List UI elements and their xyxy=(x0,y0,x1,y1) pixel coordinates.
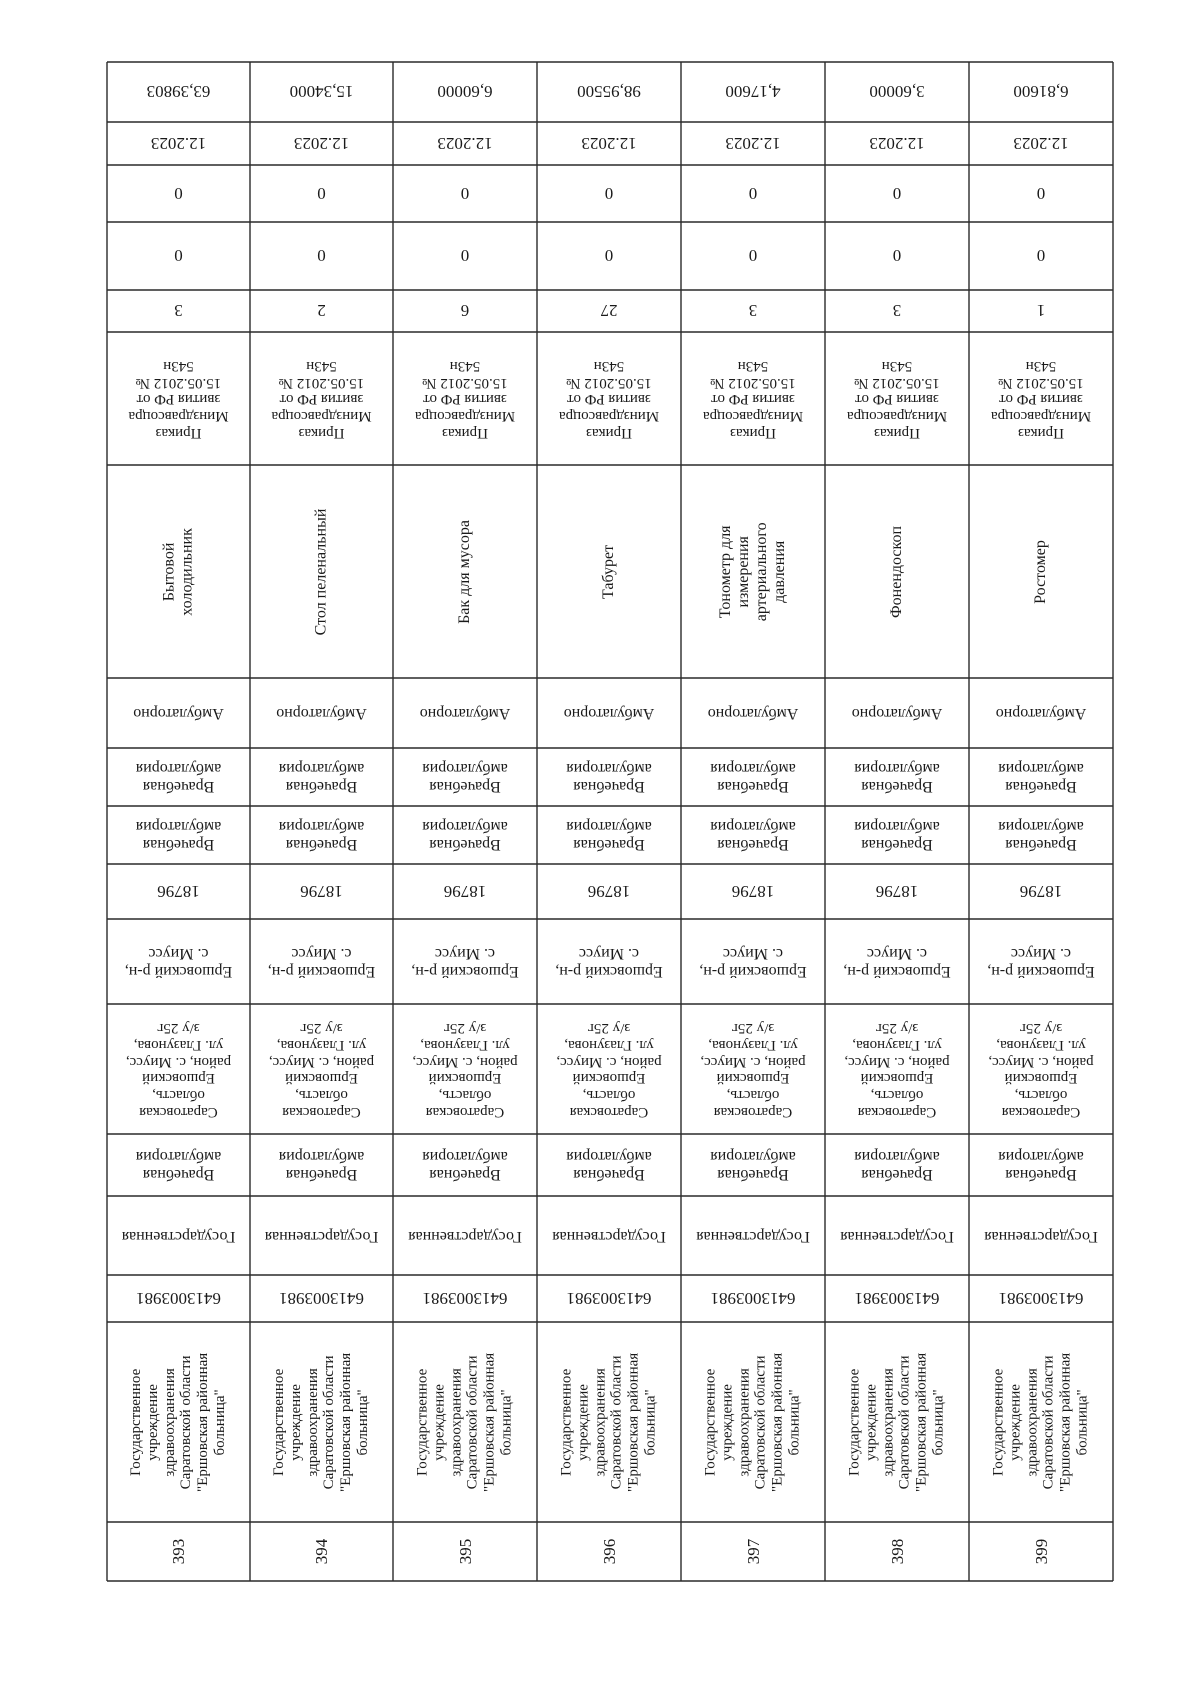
unit-kind: Врачебная амбулатория xyxy=(566,818,652,853)
organization-name-cell xyxy=(393,1322,537,1522)
zero-value-b: 0 xyxy=(892,246,902,266)
unit-type-cell xyxy=(107,748,250,806)
unit-kind: Врачебная амбулатория xyxy=(998,818,1084,853)
price-value: 6,81600 xyxy=(1013,82,1069,102)
unit-kind: Врачебная амбулатория xyxy=(854,818,940,853)
zero-value-b: 0 xyxy=(1036,246,1046,266)
order-reference-cell xyxy=(969,332,1113,465)
subunit-name-cell xyxy=(393,1134,537,1196)
unit-kind-cell xyxy=(681,806,825,864)
order-reference: Приказ Минздравсоцра звития РФ от 15.05.2012 № 543н xyxy=(128,357,229,441)
period-value: 12.2023 xyxy=(293,134,350,154)
subunit-name: Врачебная амбулатория xyxy=(566,1148,652,1183)
price-value: 6,60000 xyxy=(437,82,493,102)
settlement-cell xyxy=(537,919,681,1004)
organization-name-cell xyxy=(825,1322,969,1522)
price-value: 4,17600 xyxy=(725,82,781,102)
equipment-name-cell xyxy=(107,465,250,678)
equipment-name: Фонендоскоп xyxy=(888,525,906,618)
quantity-value: 1 xyxy=(1036,301,1046,321)
settlement: Ершовский р-н, с. Миусс xyxy=(843,944,951,980)
ownership-form: Государственная xyxy=(696,1227,810,1245)
inn-value: 6413003981 xyxy=(566,1289,652,1309)
zero-value-b-cell xyxy=(250,222,393,290)
subunit-name: Врачебная амбулатория xyxy=(710,1148,796,1183)
order-reference: Приказ Минздравсоцра звития РФ от 15.05.2012 № 543н xyxy=(414,357,516,441)
inn-value: 6413003981 xyxy=(136,1289,221,1309)
inn-value: 6413003981 xyxy=(422,1289,508,1309)
settlement-cell xyxy=(681,919,825,1004)
oktmo-code-cell xyxy=(825,864,969,919)
row-number: 393 xyxy=(168,1538,188,1565)
price-value-cell xyxy=(537,62,681,122)
oktmo-code: 18796 xyxy=(443,882,487,902)
ownership-form-cell xyxy=(107,1196,250,1275)
care-form-cell xyxy=(825,678,969,748)
order-reference: Приказ Минздравсоцра звития РФ от 15.05.2012 № 543н xyxy=(846,357,948,441)
address: Саратовская область, Ершовский район, с. Миусс, ул. Глазунова, з/у 25г xyxy=(125,1019,232,1120)
unit-type: Врачебная амбулатория xyxy=(854,760,940,795)
ownership-form-cell xyxy=(825,1196,969,1275)
price-value-cell xyxy=(681,62,825,122)
row-number-cell xyxy=(393,1522,537,1581)
organization-name: Государственное учреждение здравоохранения Саратовской области "Ершовская районная больница" xyxy=(990,1352,1091,1492)
equipment-name-cell xyxy=(681,465,825,678)
order-reference-cell xyxy=(393,332,537,465)
settlement: Ершовский р-н, с. Миусс xyxy=(987,944,1095,980)
order-reference-cell xyxy=(250,332,393,465)
quantity-value-cell xyxy=(969,290,1113,332)
price-value: 15,34000 xyxy=(289,82,354,102)
period-value: 12.2023 xyxy=(150,134,207,154)
quantity-value-cell xyxy=(107,290,250,332)
unit-kind: Врачебная амбулатория xyxy=(135,818,222,853)
quantity-value: 3 xyxy=(748,301,758,321)
unit-kind-cell xyxy=(250,806,393,864)
price-value: 98,95500 xyxy=(577,82,641,102)
inn-value-cell xyxy=(825,1275,969,1322)
price-value-cell xyxy=(107,62,250,122)
zero-value-b: 0 xyxy=(460,246,470,266)
unit-type: Врачебная амбулатория xyxy=(278,760,365,795)
quantity-value: 27 xyxy=(600,301,618,321)
care-form-cell xyxy=(969,678,1113,748)
row-number-cell xyxy=(681,1522,825,1581)
organization-name: Государственное учреждение здравоохранения Саратовской области "Ершовская районная больница" xyxy=(846,1352,947,1492)
unit-type-cell xyxy=(825,748,969,806)
care-form-cell xyxy=(393,678,537,748)
unit-kind: Врачебная амбулатория xyxy=(710,818,796,853)
address-cell xyxy=(969,1004,1113,1134)
address-cell xyxy=(107,1004,250,1134)
oktmo-code-cell xyxy=(393,864,537,919)
ownership-form: Государственная xyxy=(840,1227,954,1245)
subunit-name: Врачебная амбулатория xyxy=(422,1148,508,1183)
ownership-form-cell xyxy=(250,1196,393,1275)
settlement: Ершовский р-н, с. Миусс xyxy=(411,944,519,980)
unit-type-cell xyxy=(681,748,825,806)
price-value-cell xyxy=(250,62,393,122)
organization-name: Государственное учреждение здравоохранения Саратовской области "Ершовская районная больница" xyxy=(558,1352,659,1492)
care-form: Амбулаторно xyxy=(563,704,655,722)
inn-value: 6413003981 xyxy=(854,1289,940,1309)
address: Саратовская область, Ершовский район, с. Миусс, ул. Глазунова, з/у 25г xyxy=(268,1019,375,1120)
period-value: 12.2023 xyxy=(581,134,637,154)
zero-value-a-cell xyxy=(107,165,250,222)
inn-value: 6413003981 xyxy=(279,1289,364,1309)
zero-value-b-cell xyxy=(825,222,969,290)
ownership-form-cell xyxy=(681,1196,825,1275)
row-number: 396 xyxy=(599,1538,619,1565)
oktmo-code-cell xyxy=(681,864,825,919)
zero-value-b-cell xyxy=(107,222,250,290)
zero-value-a-cell xyxy=(969,165,1113,222)
unit-type-cell xyxy=(969,748,1113,806)
zero-value-b: 0 xyxy=(174,246,183,266)
order-reference-cell xyxy=(681,332,825,465)
care-form-cell xyxy=(681,678,825,748)
unit-type-cell xyxy=(393,748,537,806)
equipment-name: Бак для мусора xyxy=(456,519,474,624)
inn-value-cell xyxy=(969,1275,1113,1322)
row-number: 398 xyxy=(887,1538,907,1565)
care-form: Амбулаторно xyxy=(707,704,799,722)
quantity-value: 3 xyxy=(174,301,183,321)
quantity-value-cell xyxy=(537,290,681,332)
unit-kind-cell xyxy=(393,806,537,864)
care-form: Амбулаторно xyxy=(419,704,511,722)
organization-name: Государственное учреждение здравоохранения Саратовской области "Ершовская районная больница" xyxy=(271,1352,372,1492)
equipment-name: Тонометр для измерения артериального давления xyxy=(717,522,788,621)
zero-value-a: 0 xyxy=(604,183,614,203)
care-form: Амбулаторно xyxy=(851,704,943,722)
zero-value-b: 0 xyxy=(317,246,326,266)
unit-type: Врачебная амбулатория xyxy=(998,760,1084,795)
quantity-value: 2 xyxy=(317,301,326,321)
subunit-name-cell xyxy=(825,1134,969,1196)
period-value: 12.2023 xyxy=(1013,134,1069,154)
equipment-name-cell xyxy=(393,465,537,678)
ownership-form: Государственная xyxy=(408,1227,522,1245)
subunit-name-cell xyxy=(681,1134,825,1196)
oktmo-code: 18796 xyxy=(300,882,343,902)
quantity-value: 3 xyxy=(892,301,902,321)
organization-name: Государственное учреждение здравоохранения Саратовской области "Ершовская районная больница" xyxy=(702,1352,803,1492)
price-value-cell xyxy=(969,62,1113,122)
zero-value-b: 0 xyxy=(748,246,758,266)
unit-kind: Врачебная амбулатория xyxy=(422,818,508,853)
zero-value-b-cell xyxy=(681,222,825,290)
order-reference: Приказ Минздравсоцра звития РФ от 15.05.2012 № 543н xyxy=(558,357,660,441)
oktmo-code-cell xyxy=(537,864,681,919)
row-number: 397 xyxy=(743,1538,763,1565)
unit-type-cell xyxy=(250,748,393,806)
ownership-form-cell xyxy=(393,1196,537,1275)
zero-value-a: 0 xyxy=(317,183,326,203)
period-value-cell xyxy=(969,122,1113,165)
subunit-name: Врачебная амбулатория xyxy=(854,1148,940,1183)
address: Саратовская область, Ершовский район, с. Миусс, ул. Глазунова, з/у 25г xyxy=(412,1019,518,1120)
row-number: 394 xyxy=(311,1538,331,1565)
period-value-cell xyxy=(825,122,969,165)
address-cell xyxy=(250,1004,393,1134)
zero-value-a: 0 xyxy=(892,183,902,203)
period-value-cell xyxy=(107,122,250,165)
ownership-form: Государственная xyxy=(984,1227,1098,1245)
subunit-name: Врачебная амбулатория xyxy=(998,1148,1084,1183)
quantity-value-cell xyxy=(393,290,537,332)
order-reference: Приказ Минздравсоцра звития РФ от 15.05.2012 № 543н xyxy=(271,357,372,441)
settlement-cell xyxy=(825,919,969,1004)
address-cell xyxy=(393,1004,537,1134)
address: Саратовская область, Ершовский район, с. Миусс, ул. Глазунова, з/у 25г xyxy=(844,1019,950,1120)
care-form: Амбулаторно xyxy=(133,704,224,722)
order-reference: Приказ Минздравсоцра звития РФ от 15.05.2012 № 543н xyxy=(990,357,1092,441)
inn-value: 6413003981 xyxy=(998,1289,1084,1309)
price-value-cell xyxy=(825,62,969,122)
settlement-cell xyxy=(969,919,1113,1004)
price-value: 63,39803 xyxy=(146,82,211,102)
ownership-form: Государственная xyxy=(552,1227,666,1245)
period-value-cell xyxy=(393,122,537,165)
subunit-name: Врачебная амбулатория xyxy=(135,1148,222,1183)
ownership-form-cell xyxy=(537,1196,681,1275)
ownership-form: Государственная xyxy=(264,1227,379,1245)
zero-value-a-cell xyxy=(393,165,537,222)
settlement: Ершовский р-н, с. Миусс xyxy=(555,944,663,980)
oktmo-code: 18796 xyxy=(731,882,775,902)
zero-value-a-cell xyxy=(250,165,393,222)
order-reference: Приказ Минздравсоцра звития РФ от 15.05.2012 № 543н xyxy=(702,357,804,441)
care-form: Амбулаторно xyxy=(995,704,1087,722)
zero-value-b-cell xyxy=(393,222,537,290)
row-number-cell xyxy=(107,1522,250,1581)
address-cell xyxy=(825,1004,969,1134)
order-reference-cell xyxy=(537,332,681,465)
oktmo-code-cell xyxy=(969,864,1113,919)
unit-kind-cell xyxy=(537,806,681,864)
unit-type: Врачебная амбулатория xyxy=(422,760,508,795)
inn-value-cell xyxy=(250,1275,393,1322)
subunit-name-cell xyxy=(537,1134,681,1196)
zero-value-a: 0 xyxy=(748,183,758,203)
settlement-cell xyxy=(250,919,393,1004)
unit-type: Врачебная амбулатория xyxy=(135,760,222,795)
organization-name-cell xyxy=(681,1322,825,1522)
zero-value-a: 0 xyxy=(460,183,470,203)
unit-kind-cell xyxy=(969,806,1113,864)
order-reference-cell xyxy=(107,332,250,465)
zero-value-a: 0 xyxy=(174,183,183,203)
row-number: 399 xyxy=(1031,1538,1051,1565)
organization-name-cell xyxy=(537,1322,681,1522)
unit-kind-cell xyxy=(107,806,250,864)
equipment-name-cell xyxy=(250,465,393,678)
care-form-cell xyxy=(250,678,393,748)
inn-value-cell xyxy=(681,1275,825,1322)
oktmo-code: 18796 xyxy=(157,882,200,902)
unit-type: Врачебная амбулатория xyxy=(710,760,796,795)
unit-kind: Врачебная амбулатория xyxy=(278,818,365,853)
address: Саратовская область, Ершовский район, с. Миусс, ул. Глазунова, з/у 25г xyxy=(988,1019,1094,1120)
organization-name-cell xyxy=(107,1322,250,1522)
equipment-name: Ростомер xyxy=(1032,539,1050,604)
row-number: 395 xyxy=(455,1538,475,1565)
zero-value-a: 0 xyxy=(1036,183,1046,203)
organization-name: Государственное учреждение здравоохранения Саратовской области "Ершовская районная больница" xyxy=(128,1352,229,1492)
quantity-value-cell xyxy=(681,290,825,332)
subunit-name: Врачебная амбулатория xyxy=(278,1148,365,1183)
settlement-cell xyxy=(107,919,250,1004)
period-value: 12.2023 xyxy=(869,134,925,154)
oktmo-code: 18796 xyxy=(587,882,631,902)
subunit-name-cell xyxy=(969,1134,1113,1196)
zero-value-a-cell xyxy=(825,165,969,222)
zero-value-b-cell xyxy=(969,222,1113,290)
quantity-value: 6 xyxy=(460,301,470,321)
oktmo-code-cell xyxy=(107,864,250,919)
care-form-cell xyxy=(107,678,250,748)
period-value: 12.2023 xyxy=(725,134,781,154)
subunit-name-cell xyxy=(107,1134,250,1196)
settlement: Ершовский р-н, с. Миусс xyxy=(699,944,807,980)
address: Саратовская область, Ершовский район, с. Миусс, ул. Глазунова, з/у 25г xyxy=(556,1019,662,1120)
equipment-name-cell xyxy=(825,465,969,678)
oktmo-code: 18796 xyxy=(1019,882,1063,902)
organization-name: Государственное учреждение здравоохранения Саратовской области "Ершовская районная больница" xyxy=(414,1352,515,1492)
unit-type: Врачебная амбулатория xyxy=(566,760,652,795)
address-cell xyxy=(681,1004,825,1134)
row-number-cell xyxy=(825,1522,969,1581)
equipment-name: Стол пеленальный xyxy=(312,508,330,635)
zero-value-b-cell xyxy=(537,222,681,290)
unit-kind-cell xyxy=(825,806,969,864)
price-value-cell xyxy=(393,62,537,122)
zero-value-a-cell xyxy=(537,165,681,222)
order-reference-cell xyxy=(825,332,969,465)
period-value: 12.2023 xyxy=(437,134,493,154)
address: Саратовская область, Ершовский район, с. Миусс, ул. Глазунова, з/у 25г xyxy=(700,1019,806,1120)
inn-value-cell xyxy=(107,1275,250,1322)
settlement: Ершовский р-н, с. Миусс xyxy=(267,944,376,980)
inn-value: 6413003981 xyxy=(710,1289,796,1309)
equipment-name-cell xyxy=(969,465,1113,678)
equipment-name: Бытовой холодильник xyxy=(160,527,196,616)
period-value-cell xyxy=(537,122,681,165)
subunit-name-cell xyxy=(250,1134,393,1196)
zero-value-a-cell xyxy=(681,165,825,222)
zero-value-b: 0 xyxy=(604,246,614,266)
ownership-form-cell xyxy=(969,1196,1113,1275)
quantity-value-cell xyxy=(250,290,393,332)
oktmo-code: 18796 xyxy=(875,882,919,902)
address-cell xyxy=(537,1004,681,1134)
equipment-name: Табурет xyxy=(600,544,618,599)
row-number-cell xyxy=(537,1522,681,1581)
organization-name-cell xyxy=(969,1322,1113,1522)
oktmo-code-cell xyxy=(250,864,393,919)
row-number-cell xyxy=(250,1522,393,1581)
inn-value-cell xyxy=(393,1275,537,1322)
unit-type-cell xyxy=(537,748,681,806)
organization-name-cell xyxy=(250,1322,393,1522)
row-number-cell xyxy=(969,1522,1113,1581)
settlement-cell xyxy=(393,919,537,1004)
quantity-value-cell xyxy=(825,290,969,332)
care-form-cell xyxy=(537,678,681,748)
care-form: Амбулаторно xyxy=(276,704,367,722)
equipment-name-cell xyxy=(537,465,681,678)
period-value-cell xyxy=(250,122,393,165)
period-value-cell xyxy=(681,122,825,165)
inn-value-cell xyxy=(537,1275,681,1322)
settlement: Ершовский р-н, с. Миусс xyxy=(124,944,233,980)
price-value: 3,60000 xyxy=(869,82,925,102)
ownership-form: Государственная xyxy=(121,1227,236,1245)
